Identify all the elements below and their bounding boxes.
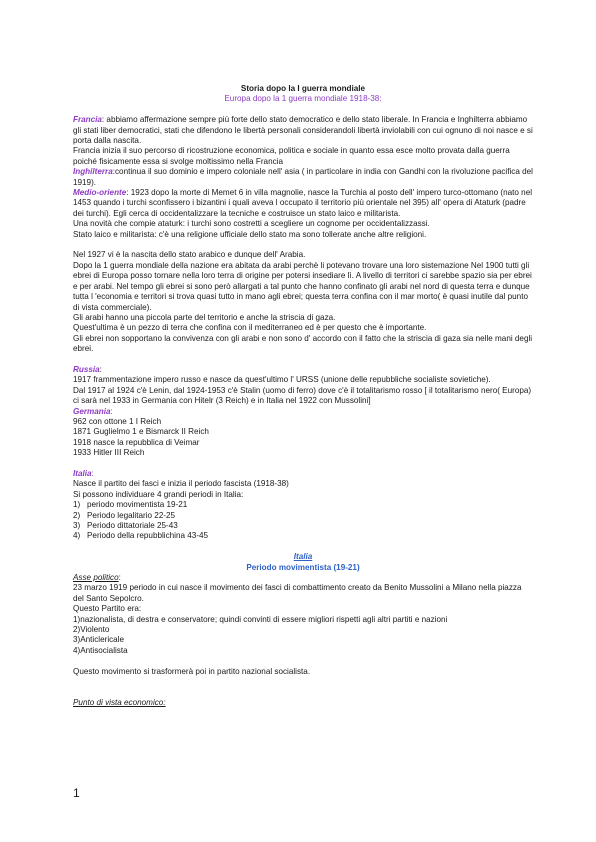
heading-italia: Italia: [73, 468, 94, 478]
paragraph-francia-2: Francia inizia il suo percorso di ricostruzione economica, politica e sociale in quanto essa esce molto provata dalla guerra poiché fisicamente essa si svolge moltissimo nella Francia [73, 146, 510, 166]
paragraph-francia: Francia: abbiamo affermazione sempre più forte dello stato democratico e dello stato liberale. In Francia e Inghilterra abbiamo gli stati liber democratici, stati che difendono le libertà personali considerandoli libertà inviolabili con cui ognuno di noi nasce e si porta dalla nascita. [73, 115, 533, 146]
paragraph-arabia-3: Gli arabi hanno una piccola parte del territorio e anche la striscia di gaza. [73, 312, 336, 322]
germania-line: 1933 Hitler III Reich [73, 448, 145, 458]
list-item: 3)Anticlericale [73, 635, 125, 645]
asse-politico-heading: Asse politico: [73, 573, 121, 583]
germania-line: 1871 Guglielmo 1 e Bismarck II Reich [73, 427, 209, 437]
paragraph-arabia-4: Quest'ultima è un pezzo di terra che confina con il mediterraneo ed è per questo che è importante. [73, 323, 427, 333]
document-page [73, 84, 533, 708]
periods-list [73, 500, 533, 542]
list-item: 2) Periodo legalitario 22-25 [73, 510, 176, 520]
paragraph-movimento-2: Questo Partito era: [73, 604, 142, 614]
list-item: 4)Antisocialista [73, 645, 128, 655]
paragraph-italia-1: Nasce il partito dei fasci e inizia il periodo fascista (1918-38) [73, 479, 289, 489]
paragraph-italia-2: Si possono individuare 4 grandi periodi in Italia: [73, 489, 244, 499]
paragraph-movimento-1: 23 marzo 1919 periodo in cui nasce il movimento dei fasci di combattimento creato da Benito Mussolini a Milano nella piazza del Santo Sepolcro. [73, 583, 522, 603]
label-francia: Francia [73, 115, 102, 125]
page-title: Storia dopo la I guerra mondiale [240, 84, 366, 93]
germania-line: 1918 nasce la repubblica di Veimar [73, 437, 200, 447]
page-subtitle: Europa dopo la 1 guerra mondiale 1918-38: [224, 94, 382, 104]
paragraph-medio-oriente: Medio-oriente: 1923 dopo la morte di Memet 6 in villa magnolie, nasce la Turchia al posto dell' impero turco-ottomano (nato nel 1453 quando i turchi sconfissero i bizantini i quali aveva l occupato il territorio più orientale nel 395) all' opera di Ataturk (padre dei turchi). Egli cerca di occidentalizzare la tecniche e costruisce un stato laico e militarista. [73, 188, 533, 218]
economico-heading: Punto di vista economico: [73, 697, 166, 707]
paragraph-arabia-2: Dopo la 1 guerra mondiale della nazione era abitata da arabi perchè li potevano trovare una loro sistemazione Nel 1900 tutti gli ebrei di Europa posso tornare nella loro terra di origine per potersi insediare lì. A livello di territori ci sarebbe spazio sia per ebrei e per arabi. Nel tempo gli ebrei si sono però allargati a tal punto che hanno confinato gli arabi nel nord di questa terra e dunque tutta l 'economia e territori si trova quasi tutto in mano agli ebrei; questa terra confina con il mar morto( è quasi inutile dal punto di vista commerciale). [73, 260, 532, 312]
paragraph-stato-laico: Stato laico e militarista: c'è una religione ufficiale dello stato ma sono tollerate anche altre religioni. [73, 229, 427, 239]
heading-russia: Russia: [73, 364, 102, 374]
list-item: 3) Periodo dittatoriale 25-43 [73, 521, 178, 530]
paragraph-ataturk: Una novità che compie ataturk: i turchi sono costretti a scegliere un cognome per occidentalizzassi. [73, 219, 430, 229]
list-item: 2)Violento [73, 625, 110, 635]
section-heading-italia: Italia [293, 552, 313, 562]
heading-germania: Germania: [73, 406, 113, 416]
paragraph-russia-2: Dal 1917 al 1924 c'è Lenin, dal 1924-1953 c'è Stalin (uomo di ferro) dove c'è il totalitarismo rosso [ il totalitarismo nero( Europa) ci sarà nel 1933 in Germania con Hitelr (3 Reich) e in Italia nel 1922 con Mussolini] [73, 385, 532, 406]
page-number: 1 [73, 786, 80, 800]
paragraph-inghilterra: Inghilterra:continua il suo dominio e impero coloniale nell' asia ( in particolare in india con Gandhi con la rivoluzione pacifica del 1919). [73, 167, 533, 187]
paragraph-arabia-5: Gli ebrei non sopportano la convivenza con gli arabi e non sono d' accordo con il fatto che la striscia di gaza sia nelle mani degli ebrei. [73, 333, 533, 354]
label-medio-oriente: Medio-oriente [73, 188, 127, 198]
paragraph-arabia-1: Nel 1927 vi è la nascita dello stato arabico e dunque dell' Arabia. [73, 250, 306, 260]
list-item: 1) periodo movimentista 19-21 [73, 500, 188, 510]
paragraph-movimento-3: Questo movimento si trasformerà poi in partito nazional socialista. [73, 666, 311, 676]
label-inghilterra: Inghilterra [73, 167, 113, 177]
paragraph-russia-1: 1917 frammentazione impero russo e nasce da quest'ultimo l' URSS (unione delle repubbliche socialiste sovietiche). [73, 375, 491, 385]
section-subheading: Periodo movimentista (19-21) [246, 562, 360, 572]
list-item: 4) Periodo della repubblichina 43-45 [73, 531, 209, 541]
list-item: 1)nazionalista, di destra e conservatore; quindi convinti di essere migliori rispetti agli altri partiti e nazioni [73, 614, 448, 624]
germania-line: 962 con ottone 1 I Reich [73, 416, 162, 426]
